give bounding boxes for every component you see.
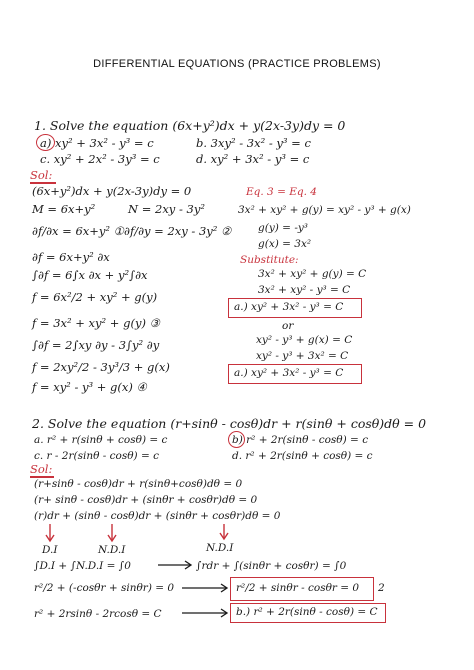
p1-step: f = 2xy²/2 - 3y³/3 + g(x) [32, 360, 170, 374]
p2-integral: ∫D.I + ∫N.D.I = ∫0 [34, 560, 131, 572]
p2-step: (r+ sinθ - cosθ)dr + (sinθr + cosθr)dθ = 0 [34, 494, 258, 506]
p1-step: f = 6x²/2 + xy² + g(y) [32, 290, 158, 304]
problem-1-choice-a: a) xy² + 3x² - y³ = c [40, 136, 154, 150]
p2-answer: b.) r² + 2r(sinθ - cosθ) = C [236, 606, 378, 618]
p1-step: ∫∂f = 2∫xy ∂y - 3∫y² ∂y [32, 338, 160, 352]
problem-2-choice-c: c. r - 2r(sinθ - cosθ) = c [34, 450, 160, 462]
p1-step: M = 6x+y² [32, 202, 96, 216]
p1-right-step: xy² - y³ + g(x) = C [256, 334, 353, 346]
p1-step: ∫∂f = 6∫x ∂x + y²∫∂x [32, 268, 148, 282]
p1-right-step: xy² - y³ + 3x² = C [256, 350, 349, 362]
p2-multiplier: 2 [378, 582, 385, 594]
p1-right-step: g(y) = -y³ [258, 222, 309, 234]
solution-label: Sol: [30, 168, 53, 182]
p1-right-step: 3x² + xy² + g(y) = C [258, 268, 367, 280]
problem-1-choice-c: c. xy² + 2x² - 3y³ = c [40, 152, 160, 166]
problem-2-choice-d: d. r² + 2r(sinθ + cosθ) = c [232, 450, 373, 462]
p1-answer: a.) xy² + 3x² - y³ = C [234, 367, 344, 379]
p2-step: r²/2 + sinθr - cosθr = 0 [236, 582, 360, 594]
p1-step: f = xy² - y³ + g(x) ④ [32, 380, 147, 394]
problem-2-choice-a: a. r² + r(sinθ + cosθ) = c [34, 434, 168, 446]
p2-step: r² + 2rsinθ - 2rcosθ = C [34, 608, 162, 620]
problem-1-question: 1. Solve the equation (6x+y²)dx + y(2x-3y)dy = 0 [34, 118, 346, 133]
problem-2-choice-b: b) r² + 2r(sinθ - cosθ) = c [232, 434, 369, 446]
page-title: DIFFERENTIAL EQUATIONS (PRACTICE PROBLEMS) [93, 58, 381, 70]
p1-right-step: 3x² + xy² + g(y) = xy² - y³ + g(x) [238, 204, 411, 216]
p2-type-label: N.D.I [206, 542, 234, 554]
problem-1-choice-b: b. 3xy² - 3x² - y³ = c [196, 136, 311, 150]
p2-step: r²/2 + (-cosθr + sinθr) = 0 [34, 582, 175, 594]
p2-type-label: N.D.I [98, 544, 126, 556]
p2-type-label: D.I [42, 544, 58, 556]
solution-label: Sol: [30, 462, 53, 476]
problem-2-question: 2. Solve the equation (r+sinθ - cosθ)dr + r(sinθ + cosθ)dθ = 0 [32, 416, 427, 431]
p1-right-step: 3x² + xy² - y³ = C [258, 284, 351, 296]
p1-right-step: g(x) = 3x² [258, 238, 312, 250]
substitute-label: Substitute: [240, 254, 299, 266]
p1-step: f = 3x² + xy² + g(y) ③ [32, 316, 160, 330]
equation-label: Eq. 3 = Eq. 4 [246, 186, 317, 198]
p1-step: ∂f = 6x+y² ∂x [32, 250, 110, 264]
p1-or: or [282, 320, 294, 332]
p1-answer: a.) xy² + 3x² - y³ = C [234, 301, 344, 313]
p1-step: (6x+y²)dx + y(2x-3y)dy = 0 [32, 184, 192, 198]
p1-step: N = 2xy - 3y² [128, 202, 205, 216]
p2-step: (r+sinθ - cosθ)dr + r(sinθ+cosθ)dθ = 0 [34, 478, 243, 490]
problem-1-choice-d: d. xy² + 3x² - y³ = c [196, 152, 310, 166]
p2-integral: ∫rdr + ∫(sinθr + cosθr) = ∫0 [196, 560, 347, 572]
p1-step: ∂f/∂y = 2xy - 3y² ② [124, 224, 232, 238]
p1-step: ∂f/∂x = 6x+y² ① [32, 224, 124, 238]
p2-step: (r)dr + (sinθ - cosθ)dr + (sinθr + cosθr)dθ = 0 [34, 510, 281, 522]
